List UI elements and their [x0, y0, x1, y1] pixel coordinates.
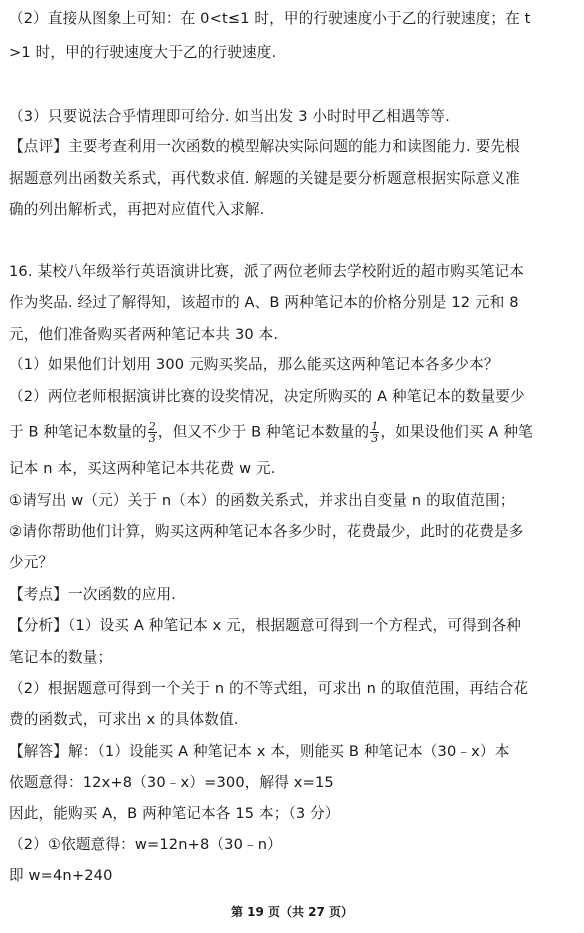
question-16-line3: 元，他们准备购买者两种笔记本共 30 本. [9, 326, 279, 343]
answer-line5: 即 w=4n+240 [9, 867, 113, 884]
text-line [9, 648, 575, 668]
analysis-line2: 笔记本的数量； [9, 649, 113, 666]
question-16-part1: （1）如果他们计划用 300 元购买奖品，那么能买这两种笔记本各多少本？ [9, 356, 499, 373]
text-line [9, 169, 575, 189]
comment-line2: 据题意列出函数关系式，再代数求值. 解题的关键是要分析题意根据实际意义准 [9, 170, 520, 187]
question-16-part2-line2a: 于 B 种笔记本数量的 [9, 423, 147, 441]
question-16-part2-line3: 记本 n 本，买这两种笔记本共花费 w 元. [9, 460, 276, 477]
answer-line1: 【解答】解：（1）设能买 A 种笔记本 x 本，则能买 B 种笔记本（30﹣x）本 [9, 743, 510, 760]
text-line [9, 553, 575, 573]
comment-line1: 【点评】主要考查利用一次函数的模型解决实际问题的能力和读图能力. 要先根 [9, 138, 520, 155]
question-16-line1: 16. 某校八年级举行英语演讲比赛，派了两位老师去学校附近的超市购买笔记本 [9, 263, 524, 280]
question-16-sub2-line1: ②请你帮助他们计算，购买这两种笔记本各多少时，花费最少，此时的花费是多 [9, 523, 524, 540]
text-line [9, 491, 575, 511]
text-line [9, 262, 575, 282]
text-line [9, 200, 575, 220]
analysis-line3: （2）根据题意可得到一个关于 n 的不等式组，可求出 n 的取值范围，再结合花 [9, 680, 529, 697]
text-line [9, 773, 575, 793]
question-16-sub1: ①请写出 w（元）关于 n（本）的函数关系式，并求出自变量 n 的取值范围； [9, 492, 515, 509]
question-16-part2-line2c: ，如果设他们买 A 种笔 [380, 423, 533, 441]
text-line [9, 137, 575, 157]
solution-part-2-line2: >1 时，甲的行驶速度大于乙的行驶速度. [9, 44, 277, 61]
fraction-line [9, 421, 575, 444]
question-16-line2: 作为奖品. 经过了解得知，该超市的 A、B 两种笔记本的价格分别是 12 元和 8 [9, 294, 519, 311]
analysis-line4: 费的函数式，可求出 x 的具体数值. [9, 711, 239, 728]
text-line [9, 710, 575, 730]
text-line [9, 835, 575, 855]
text-line [9, 325, 575, 345]
question-16-part2-line1: （2）两位老师根据演讲比赛的设奖情况，决定所购买的 A 种笔记本的数量要少 [9, 388, 525, 405]
fraction-two-thirds: $\frac{2}{3}$ [148, 420, 156, 445]
solution-part-2-line1: （2）直接从图象上可知：在 0<t≤1 时，甲的行驶速度小于乙的行驶速度；在 t [9, 10, 531, 27]
fraction-one-third: $\frac{1}{3}$ [371, 420, 379, 445]
text-line [9, 43, 575, 63]
knowledge-point: 【考点】一次函数的应用. [9, 586, 176, 603]
text-line [9, 585, 575, 605]
text-line [9, 459, 575, 479]
text-line [9, 9, 575, 29]
text-line [9, 355, 575, 375]
text-line [9, 293, 575, 313]
answer-line2: 依题意得：12x+8（30﹣x）=300，解得 x=15 [9, 774, 334, 791]
text-line [9, 616, 575, 636]
comment-line3: 确的列出解析式，再把对应值代入求解. [9, 201, 265, 218]
question-16-part2-line2b: ，但又不少于 B 种笔记本数量的 [157, 423, 370, 441]
text-line [9, 866, 575, 886]
answer-line4: （2）①依题意得：w=12n+8（30﹣n） [9, 836, 282, 853]
text-line [9, 522, 575, 542]
solution-part-3: （3）只要说法合乎情理即可给分. 如当出发 3 小时时甲乙相遇等等. [9, 108, 450, 125]
text-line [9, 107, 575, 127]
text-line [9, 387, 575, 407]
text-line [9, 742, 575, 762]
text-line [9, 679, 575, 699]
question-16-sub2-line2: 少元？ [9, 554, 54, 571]
text-line [9, 804, 575, 824]
answer-line3: 因此，能购买 A，B 两种笔记本各 15 本；（3 分） [9, 805, 340, 822]
analysis-line1: 【分析】（1）设买 A 种笔记本 x 元，根据题意可得到一个方程式，可得到各种 [9, 617, 522, 634]
page-number-footer: 第 19 页（共 27 页） [230, 905, 354, 919]
